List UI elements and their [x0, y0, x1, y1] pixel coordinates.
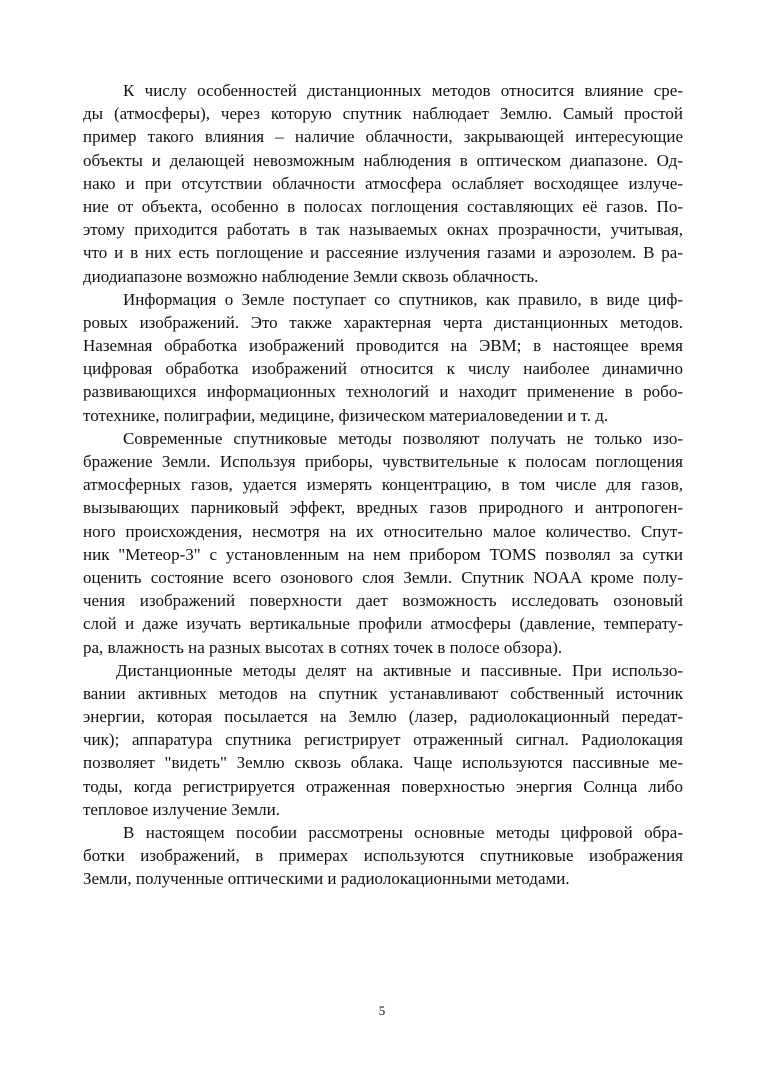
text-line: ник "Метеор-3" с установленным на нем прибором TOMS позволял за сутки [83, 544, 683, 564]
text-line: ра, влажность на разных высотах в сотнях точек в полосе обзора). [83, 637, 563, 657]
paragraph-atmosphere-influence [83, 79, 683, 288]
text-line: В настоящем пособии рассмотрены основные методы цифровой обра- [123, 823, 683, 842]
text-line: Дистанционные методы делят на активные и пассивные. При использо- [116, 660, 683, 680]
page-number: 5 [378, 1003, 386, 1018]
text-line: позволяет "видеть" Землю сквозь облака. Чаще используются пассивные ме- [83, 753, 683, 773]
text-line: Современные спутниковые методы позволяют получать не только изо- [123, 428, 683, 448]
text-line: чик); аппаратура спутника регистрирует отраженный сигнал. Радиолокация [83, 730, 683, 750]
body-text [83, 79, 683, 891]
paragraph-satellite-methods [83, 427, 683, 659]
text-line: вызывающих парниковый эффект, вредных газов природного и антропоген- [83, 498, 683, 518]
paragraph-manual-scope [83, 821, 683, 891]
text-line: Информация о Земле поступает со спутников, как правило, в виде циф- [123, 289, 683, 309]
text-line: бражение Земли. Используя приборы, чувствительные к полосам поглощения [83, 452, 683, 471]
text-line: ровых изображений. Это также характерная черта дистанционных методов. [83, 312, 683, 332]
text-line: развивающихся информационных технологий и находит применение в робо- [83, 382, 683, 402]
text-line: слой и даже изучать вертикальные профили атмосферы (давление, температу- [83, 614, 683, 634]
text-line: энергии, которая посылается на Землю (лазер, радиолокационный передат- [83, 707, 683, 727]
text-line: что и в них есть поглощение и рассеяние излучения газами и аэрозолем. В ра- [83, 243, 683, 263]
text-line: этому приходится работать в так называемых окнах прозрачности, учитывая, [83, 220, 683, 240]
paragraph-active-passive [83, 659, 683, 821]
text-line: тотехнике, полиграфии, медицине, физическом материаловедении и т. д. [83, 405, 609, 425]
text-line: пример такого влияния – наличие облачности, закрывающей интересующие [83, 127, 683, 147]
text-line: нако и при отсутствии облачности атмосфера ослабляет восходящее излуче- [83, 173, 683, 193]
text-line: ного происхождения, несмотря на их относительно малое количество. Спут- [83, 521, 683, 541]
text-line: вании активных методов на спутник устанавливают собственный источник [83, 683, 683, 703]
text-line: ды (атмосферы), через которую спутник наблюдает Землю. Самый простой [83, 104, 683, 124]
text-line: оценить состояние всего озонового слоя Земли. Спутник NOAA кроме полу- [83, 567, 683, 587]
text-line: объекты и делающей невозможным наблюдения в оптическом диапазоне. Од- [83, 150, 683, 170]
text-line: К числу особенностей дистанционных методов относится влияние сре- [123, 81, 683, 100]
text-line: ние от объекта, особенно в полосах поглощения составляющих её газов. По- [83, 196, 683, 216]
text-line: атмосферных газов, удается измерять концентрацию, в том числе для газов, [83, 475, 683, 495]
text-line: чения изображений поверхности дает возможность исследовать озоновый [83, 591, 683, 611]
text-line: Земли, полученные оптическими и радиолокационными методами. [83, 869, 570, 889]
paragraph-digital-images [83, 288, 683, 427]
text-line: цифровая обработка изображений относится к числу наиболее динамично [83, 359, 683, 379]
text-line: тепловое излучение Земли. [83, 799, 281, 819]
text-line: диодиапазоне возможно наблюдение Земли сквозь облачность. [83, 266, 539, 286]
text-line: ботки изображений, в примерах используются спутниковые изображения [83, 846, 683, 866]
text-line: Наземная обработка изображений проводится на ЭВМ; в настоящее время [83, 336, 683, 356]
text-line: тоды, когда регистрируется отраженная поверхностью энергия Солнца либо [83, 776, 683, 796]
